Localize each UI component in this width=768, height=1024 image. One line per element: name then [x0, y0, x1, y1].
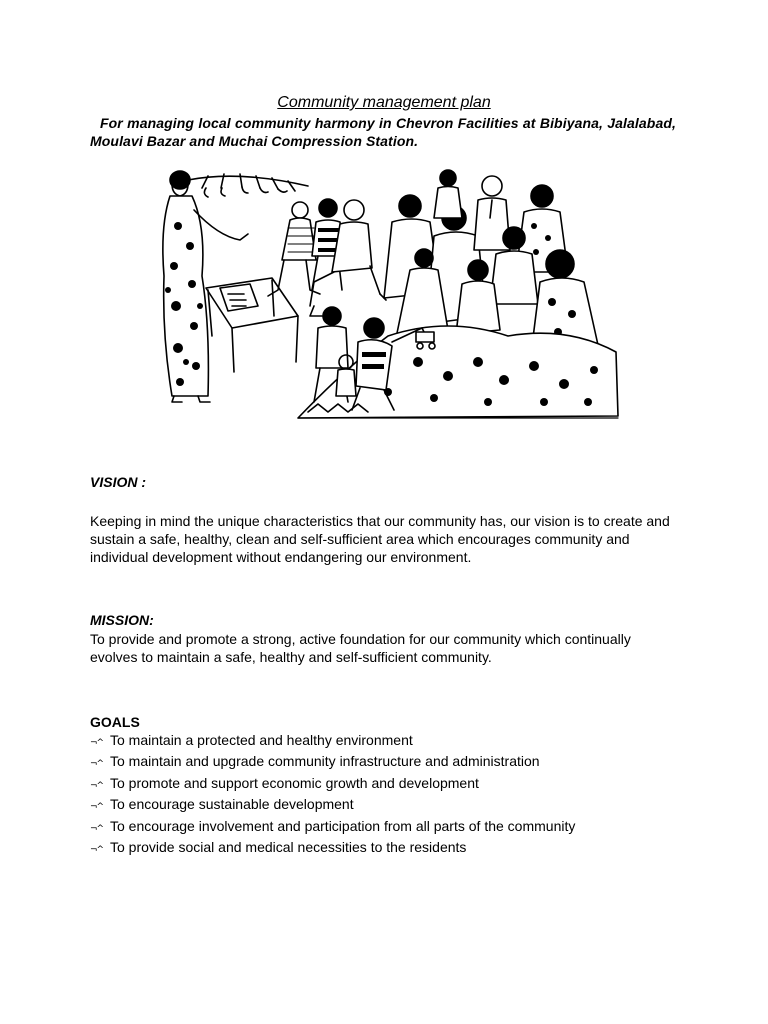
goal-text: To provide social and medical necessities to the residents	[110, 839, 467, 856]
bullet-icon: ¬^	[90, 802, 104, 813]
bullet-icon: ¬^	[90, 845, 104, 856]
goal-item	[90, 731, 690, 752]
bullet-icon: ¬^	[90, 759, 104, 770]
bullet-icon: ¬^	[90, 780, 104, 791]
community-meeting-illustration	[148, 166, 620, 422]
document-title: Community management plan	[277, 94, 491, 111]
goal-item	[90, 752, 690, 773]
bullet-icon: ¬^	[90, 823, 104, 834]
goal-item	[90, 817, 690, 838]
mission-text: To provide and promote a strong, active foundation for our community which continually evolves to maintain a safe, healthy and self-sufficient community.	[90, 631, 631, 665]
goals-heading: GOALS	[90, 714, 140, 730]
goal-item	[90, 838, 690, 859]
vision-heading: VISION :	[90, 474, 147, 490]
goal-text: To promote and support economic growth and development	[110, 774, 479, 791]
vision-text: Keeping in mind the unique characteristics that our community has, our vision is to create and sustain a safe, healthy, clean and self-sufficient area which encourages community and individual development without endangering our environment.	[90, 513, 670, 565]
goal-text: To encourage sustainable development	[110, 796, 354, 813]
goal-text: To encourage involvement and participation from all parts of the community	[110, 817, 576, 834]
mission-heading: MISSION:	[90, 612, 154, 628]
goal-item	[90, 774, 690, 795]
goal-text: To maintain a protected and healthy environment	[110, 732, 413, 748]
goal-text: To maintain and upgrade community infrastructure and administration	[110, 753, 540, 770]
goal-item	[90, 795, 690, 816]
goals-list	[90, 731, 690, 859]
bullet-icon: ¬^	[90, 738, 104, 748]
document-subtitle: For managing local community harmony in Chevron Facilities at Bibiyana, Jalalabad, Moulavi Bazar and Muchai Compression Station.	[90, 115, 676, 149]
